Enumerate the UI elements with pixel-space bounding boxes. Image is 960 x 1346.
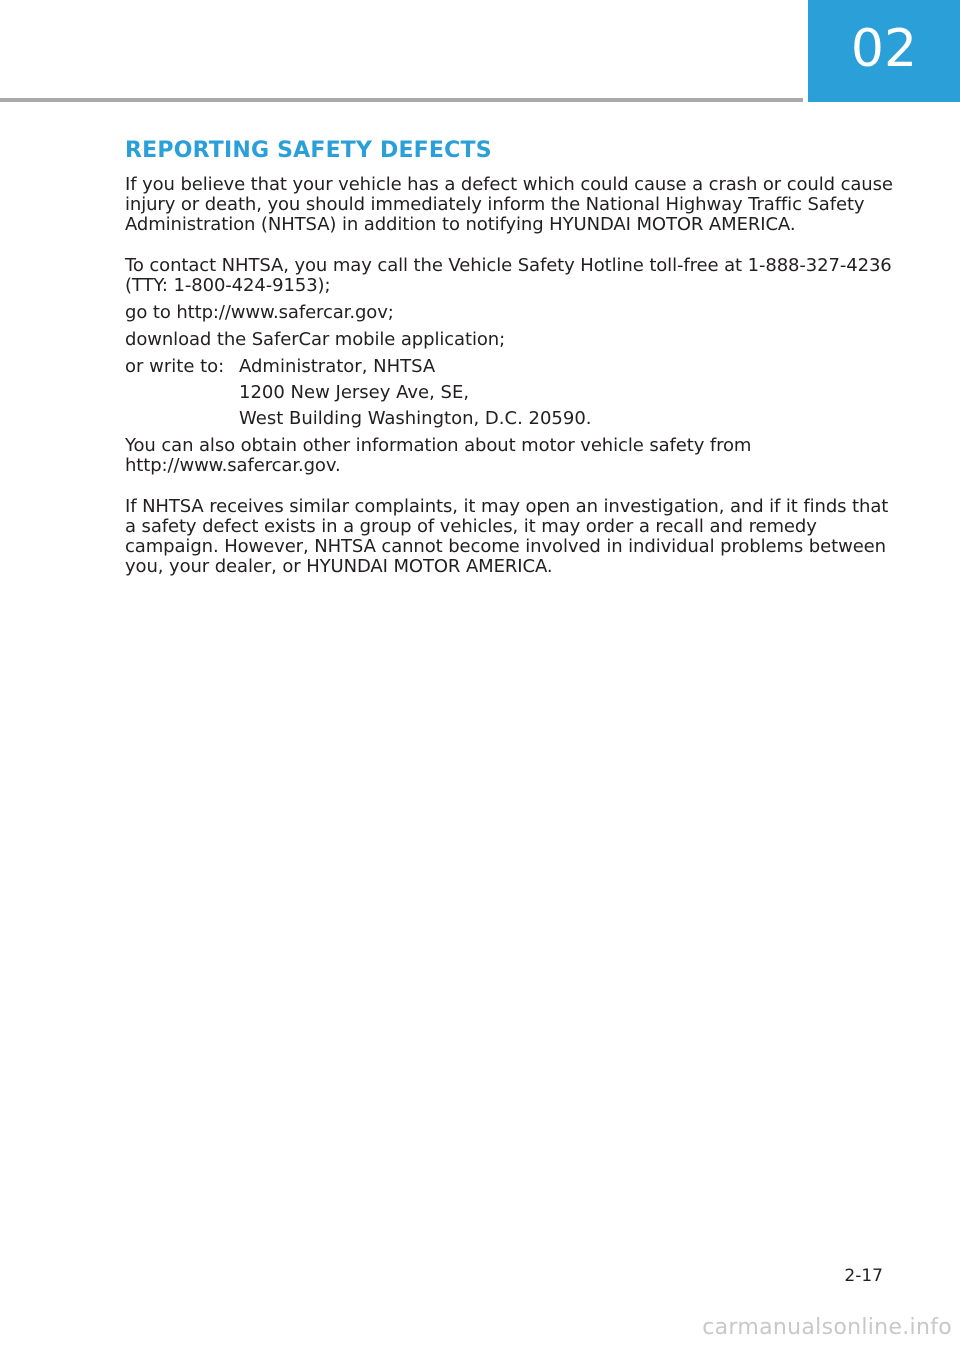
paragraph-website: go to http://www.safercar.gov; [125,302,394,323]
address-lines [239,357,592,429]
paragraph-defect-intro: If you believe that your vehicle has a defect which could cause a crash or could cause injury or death, you should immediately inform the National Highway Traffic Safety Administration (NHTSA) in addition to notifying HYUNDAI MOTOR AMERICA. [125,174,893,235]
paragraph-more-info: You can also obtain other information about motor vehicle safety from http://www.safercar.gov. [125,435,752,476]
watermark: carmanualsonline.info [702,1315,952,1340]
address-line: West Building Washington, D.C. 20590. [239,408,592,429]
page-number: 2-17 [844,1266,883,1286]
section-title: REPORTING SAFETY DEFECTS [125,138,492,163]
chapter-tab: 02 [808,0,960,102]
mailing-address [125,357,895,429]
paragraph-hotline: To contact NHTSA, you may call the Vehicle Safety Hotline toll-free at 1-888-327-4236 (TTY: 1-800-424-9153); [125,255,892,296]
paragraph-mobile-app: download the SaferCar mobile application; [125,329,506,350]
page-content [125,137,895,577]
address-label: or write to: [125,356,225,377]
header-rule [0,98,803,102]
paragraph-investigation: If NHTSA receives similar complaints, it may open an investigation, and if it finds that a safety defect exists in a group of vehicles, it may order a recall and remedy campaign. However, NHTSA cannot become involved in individual problems between you, your dealer, or HYUNDAI MOTOR AMERICA. [125,496,889,577]
address-line: 1200 New Jersey Ave, SE, [239,382,470,403]
address-line: Administrator, NHTSA [239,356,436,377]
